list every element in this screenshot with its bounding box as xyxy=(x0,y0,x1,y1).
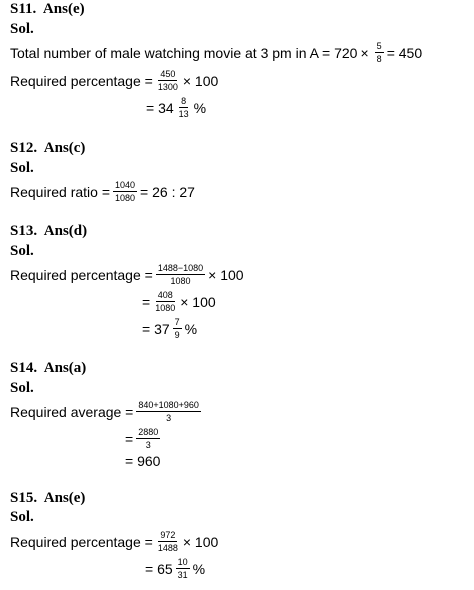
s11-line2 xyxy=(10,69,218,92)
s14-line1-denominator: 3 xyxy=(166,413,172,423)
s11-line3-fraction xyxy=(177,96,191,119)
s13-heading: S13. Ans(d) xyxy=(10,223,88,239)
s13-line1-fraction xyxy=(156,263,205,286)
s11-line3-numerator: 8 xyxy=(181,96,187,106)
s11-line1 xyxy=(10,41,422,64)
s11-line1-numerator: 5 xyxy=(376,41,382,51)
s11-line2-numerator: 450 xyxy=(160,69,176,79)
s11-sol-label: Sol. xyxy=(10,21,34,37)
s15-heading: S15. Ans(e) xyxy=(10,490,86,506)
s11-line2-op: × 100 xyxy=(182,72,219,89)
s12-line1-denominator: 1080 xyxy=(115,193,136,203)
s14-line1 xyxy=(10,400,204,423)
s11-line2-fraction xyxy=(156,69,180,92)
s11-line1-result: = 450 xyxy=(386,44,423,61)
s15-line1 xyxy=(10,530,218,553)
s15-line2-numerator: 10 xyxy=(177,557,188,567)
s15-line1-denominator: 1488 xyxy=(157,543,178,553)
s11-heading: S11. Ans(e) xyxy=(10,1,85,17)
s13-sol-label: Sol. xyxy=(10,243,34,259)
s14-heading: S14. Ans(a) xyxy=(10,360,87,376)
s14-line1-numerator: 840+1080+960 xyxy=(138,400,199,410)
s14-line2-numerator: 2880 xyxy=(138,427,159,437)
s12-line1-text: Required ratio = xyxy=(10,183,111,200)
s11-line3-eq: = 34 xyxy=(146,99,174,116)
s14-line2 xyxy=(125,427,163,450)
s11-line2-text: Required percentage = xyxy=(10,72,153,89)
s13-line3-unit: % xyxy=(184,320,198,337)
s15-line2-eq: = 65 xyxy=(145,560,173,577)
s11-line1-op: × xyxy=(360,44,369,61)
s13-line3-fraction xyxy=(173,317,182,340)
s15-line1-numerator: 972 xyxy=(160,530,176,540)
s13-line3-denominator: 9 xyxy=(174,330,180,340)
s15-line1-op: × 100 xyxy=(182,533,219,550)
s14-line1-text: Required average = xyxy=(10,403,134,420)
s11-line3-unit: % xyxy=(193,99,207,116)
s13-line2 xyxy=(142,290,216,313)
s13-line2-numerator: 408 xyxy=(157,290,173,300)
s12-line1-result: = 26 : 27 xyxy=(140,183,195,200)
s13-line3-numerator: 7 xyxy=(174,317,180,327)
s12-heading: S12. Ans(c) xyxy=(10,140,86,156)
s14-line3: = 960 xyxy=(125,453,161,469)
s11-line1-text: Total number of male watching movie at 3 pm in A = 720 xyxy=(10,44,358,61)
s15-line2-denominator: 31 xyxy=(177,570,188,580)
s12-line1-numerator: 1040 xyxy=(115,180,136,190)
s12-line1 xyxy=(10,180,195,203)
s12-sol-label: Sol. xyxy=(10,160,34,176)
s13-line2-op: × 100 xyxy=(180,293,216,310)
s13-line1-denominator: 1080 xyxy=(170,276,191,286)
s15-sol-label: Sol. xyxy=(10,509,34,525)
s14-line1-fraction xyxy=(136,400,201,423)
s13-line2-eq: = xyxy=(142,293,151,310)
s13-line3 xyxy=(142,317,197,340)
s11-line3-denominator: 13 xyxy=(178,109,189,119)
s14-line2-eq: = xyxy=(125,430,134,447)
s15-line2 xyxy=(145,557,205,580)
s15-line1-fraction xyxy=(156,530,180,553)
s11-line1-denominator: 8 xyxy=(376,54,382,64)
s15-line1-text: Required percentage = xyxy=(10,533,153,550)
s15-line2-unit: % xyxy=(192,560,206,577)
s13-line1 xyxy=(10,263,244,286)
s13-line2-denominator: 1080 xyxy=(155,303,176,313)
s11-line2-denominator: 1300 xyxy=(157,82,178,92)
s14-line2-fraction xyxy=(136,427,160,450)
s15-line2-fraction xyxy=(176,557,190,580)
s13-line1-text: Required percentage = xyxy=(10,266,153,283)
s14-line2-denominator: 3 xyxy=(145,440,151,450)
s14-sol-label: Sol. xyxy=(10,380,34,396)
s13-line1-op: × 100 xyxy=(208,266,244,283)
s13-line1-numerator: 1488−1080 xyxy=(157,263,204,273)
s13-line2-fraction xyxy=(153,290,177,313)
s12-line1-fraction xyxy=(113,180,137,203)
s11-line1-fraction xyxy=(375,41,384,64)
s11-line3 xyxy=(146,96,206,119)
s13-line3-eq: = 37 xyxy=(142,320,170,337)
